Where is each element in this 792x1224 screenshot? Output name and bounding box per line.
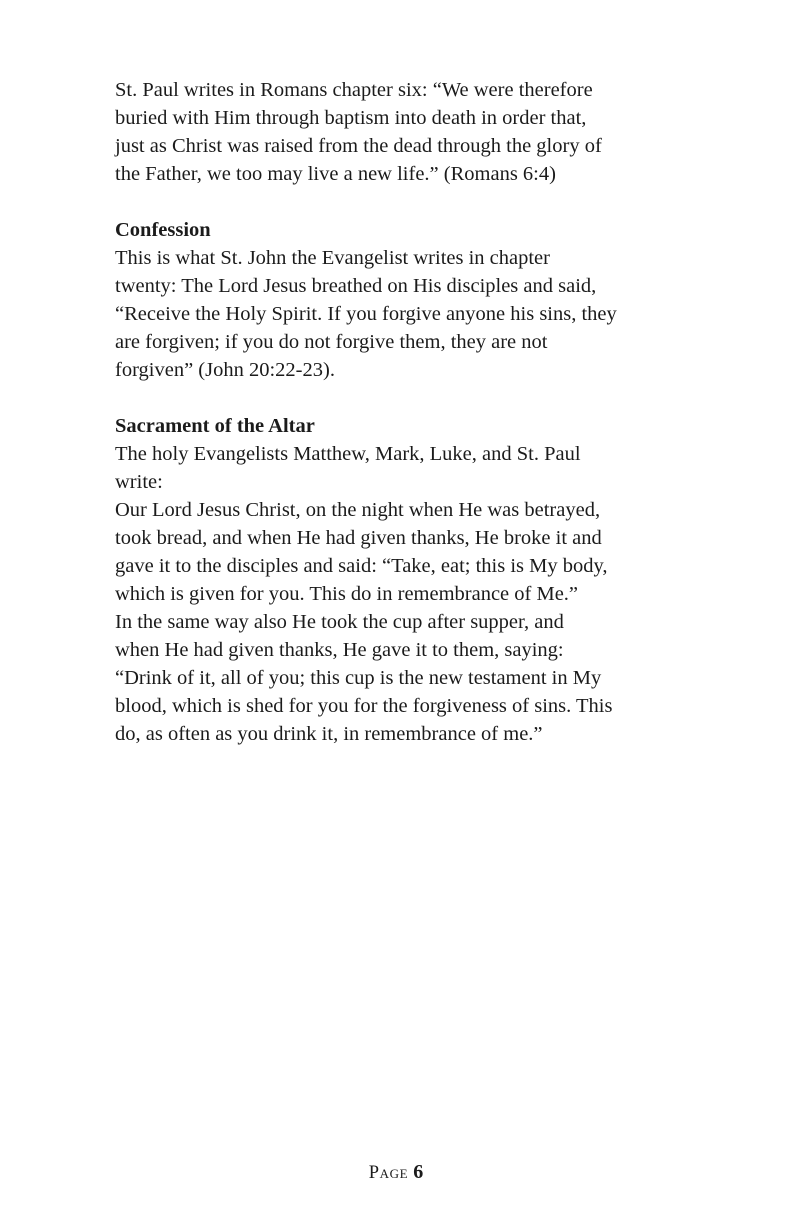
page-number: 6 [413, 1161, 424, 1183]
section-heading: Sacrament of the Altar [115, 415, 315, 437]
section-intro [115, 76, 700, 188]
page-content [115, 76, 700, 748]
page-footer [0, 1161, 792, 1184]
paragraph: Our Lord Jesus Christ, on the night when He was betrayed, took bread, and when He had given thanks, He broke it and gave it to the disciples and said: “Take, eat; this is My body, which is given for you. This do in remembrance of Me.” [115, 499, 608, 605]
section-heading: Confession [115, 219, 211, 241]
page-footer-label: Page [368, 1163, 409, 1183]
section-sacrament-of-the-altar [115, 412, 700, 748]
section-confession [115, 216, 700, 384]
paragraph: St. Paul writes in Romans chapter six: “We were therefore buried with Him through baptism into death in order that, just as Christ was raised from the dead through the glory of the Father, we too may live a new life.” (Romans 6:4) [115, 79, 602, 185]
paragraph: This is what St. John the Evangelist writes in chapter twenty: The Lord Jesus breathed on His disciples and said, “Receive the Holy Spirit. If you forgive anyone his sins, they are forgiven; if you do not forgive them, they are not forgiven” (John 20:22-23). [115, 247, 617, 381]
paragraph: In the same way also He took the cup after supper, and when He had given thanks, He gave it to them, saying: “Drink of it, all of you; this cup is the new testament in My blood, which is shed for you for the forgiveness of sins. This do, as often as you drink it, in remembrance of me.” [115, 611, 613, 745]
paragraph: The holy Evangelists Matthew, Mark, Luke, and St. Paul write: [115, 443, 581, 493]
